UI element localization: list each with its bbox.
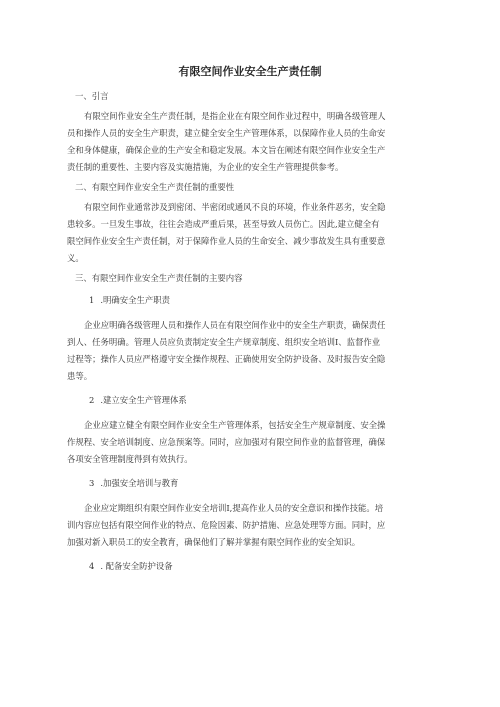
text-line: 各项安全管理制度得到有效执行。 bbox=[67, 454, 193, 464]
document-title: 有限空间作业安全生产责任制 bbox=[178, 65, 322, 78]
text-line: 加强对新入职员工的安全教育，确保他们了解并掌握有限空间作业的安全知识。 bbox=[67, 537, 361, 547]
text-line: 企业应定期组织有限空间作业安全培训I,提高作业人员的安全意识和操作技能。培 bbox=[84, 503, 384, 513]
text-line: 限空间作业安全生产责任制，对于保障作业人员的生命安全、减少事故发生具有重要意 bbox=[67, 236, 386, 246]
text-line: 企业应建立健全有限空间作业安全生产管理体系，包括安全生产规章制度、安全操 bbox=[84, 420, 386, 430]
text-line: 有限空间作业安全生产责任制，是指企业在有限空间作业过程中，明确各级管理人 bbox=[84, 111, 386, 121]
text-line: 全和身体健康，确保企业的生产安全和稳定发展。本文旨在阐述有限空间作业安全生产 bbox=[67, 145, 386, 155]
text-line: 义。 bbox=[67, 253, 84, 263]
subsection-label: .加强安全培训与教育 bbox=[100, 478, 179, 488]
text-line: 有限空间作业通常涉及到密闭、半密闭或通风不良的环境，作业条件恶劣，安全隐 bbox=[84, 202, 386, 212]
subsection-label: .明确安全生产职责 bbox=[100, 295, 171, 305]
subsection-number: 2 bbox=[89, 395, 95, 405]
text-line: 过程等；操作人员应严格遵守安全操作规程、正确使用安全防护设备、及时报告安全隐 bbox=[67, 354, 386, 364]
text-line: 员和操作人员的安全生产职责，建立健全安全生产管理体系，以保障作业人员的生命安 bbox=[67, 128, 386, 138]
text-line: 到人、任务明确。管理人员应负责制定安全生产规章制度、组织安全培训I、监督作业 bbox=[67, 337, 381, 347]
paragraph-responsibilities bbox=[67, 317, 433, 385]
paragraph-intro bbox=[67, 108, 433, 176]
paragraph-management-system bbox=[67, 417, 433, 468]
subsection-label: . 配备安全防护设备 bbox=[100, 561, 173, 571]
subsection-heading-1 bbox=[89, 293, 433, 307]
paragraph-training bbox=[67, 500, 433, 551]
paragraph-importance bbox=[67, 199, 433, 267]
section-heading-importance: 二、有限空间作业安全生产责任制的重要性 bbox=[75, 182, 235, 192]
section-heading-intro: 一、引言 bbox=[75, 91, 109, 101]
text-line: 患较多。一旦发生事故，往往会造成严重后果，甚至导致人员伤亡。因此,建立健全有 bbox=[67, 219, 380, 229]
subsection-number: 1 bbox=[89, 295, 95, 305]
text-line: 企业应明确各级管理人员和操作人员在有限空间作业中的安全生产职责，确保责任 bbox=[84, 320, 386, 330]
text-line: 作规程、安全培训制度、应急预案等。同时，应加强对有限空间作业的监督管理，确保 bbox=[67, 437, 386, 447]
subsection-number: 3 bbox=[89, 478, 95, 488]
subsection-number: 4 bbox=[89, 561, 95, 571]
subsection-heading-2 bbox=[89, 393, 433, 407]
section-heading-content: 三、有限空间作业安全生产责任制的主要内容 bbox=[75, 273, 243, 283]
subsection-label: .建立安全生产管理体系 bbox=[100, 395, 187, 405]
text-line: 训内容应包括有限空间作业的特点、危险因素、防护措施、应急处理等方面。同时，应 bbox=[67, 520, 386, 530]
subsection-heading-3 bbox=[89, 476, 433, 490]
text-line: 患等。 bbox=[67, 371, 93, 381]
text-line: 责任制的重要性、主要内容及实施措施，为企业的安全生产管理提供参考。 bbox=[67, 162, 344, 172]
subsection-heading-4 bbox=[89, 559, 433, 573]
